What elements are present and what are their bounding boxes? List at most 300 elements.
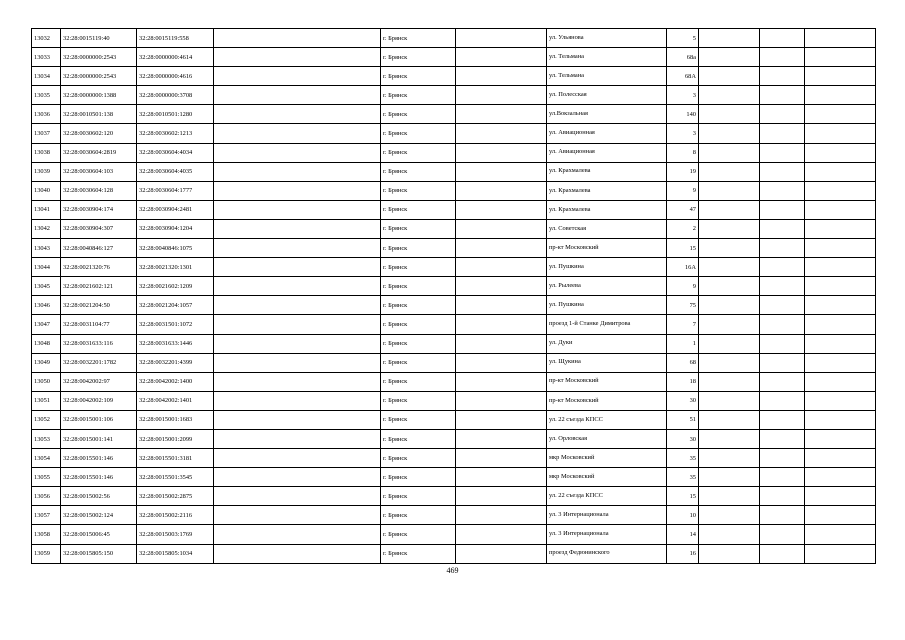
cell-city: г. Брянск [381, 86, 456, 105]
cell-empty [805, 334, 876, 353]
cell-city: г. Брянск [381, 29, 456, 48]
cell-empty [214, 105, 381, 124]
table-row [32, 525, 876, 544]
cell-empty [699, 429, 760, 448]
cell-city: г. Брянск [381, 258, 456, 277]
cell-city: г. Брянск [381, 143, 456, 162]
cell-empty [214, 29, 381, 48]
cell-object-cadastral-number: 32:28:0015805:1034 [137, 544, 214, 563]
cell-empty [760, 181, 805, 200]
cell-house-number: 2 [667, 219, 699, 238]
cell-cadastral-number: 32:28:0015119:40 [61, 29, 137, 48]
cell-house-number: 18 [667, 372, 699, 391]
cell-empty [805, 544, 876, 563]
cell-street: ул. Орловская [547, 429, 667, 448]
cell-city: г. Брянск [381, 506, 456, 525]
cell-street: ул.Вокзальная [547, 105, 667, 124]
cell-street: ул. Щукина [547, 353, 667, 372]
cell-empty [805, 162, 876, 181]
cell-cadastral-number: 32:28:0000000:2543 [61, 67, 137, 86]
cell-cadastral-number: 32:28:0031104:77 [61, 315, 137, 334]
cell-street: ул. Крахмалева [547, 181, 667, 200]
cell-object-cadastral-number: 32:28:0042002:1401 [137, 391, 214, 410]
cell-street: пр-кт Московский [547, 372, 667, 391]
cell-empty [456, 258, 547, 277]
cell-city: г. Брянск [381, 353, 456, 372]
table-row [32, 105, 876, 124]
cell-empty [214, 449, 381, 468]
cell-house-number: 9 [667, 181, 699, 200]
cell-object-cadastral-number: 32:28:0021320:1301 [137, 258, 214, 277]
cell-object-cadastral-number: 32:28:0000000:3708 [137, 86, 214, 105]
cell-empty [699, 258, 760, 277]
cell-object-cadastral-number: 32:28:0015002:2875 [137, 487, 214, 506]
table-row [32, 258, 876, 277]
cell-record-number: 13049 [32, 353, 61, 372]
cell-city: г. Брянск [381, 334, 456, 353]
cell-city: г. Брянск [381, 296, 456, 315]
cell-record-number: 13042 [32, 219, 61, 238]
cell-empty [456, 315, 547, 334]
table-row [32, 353, 876, 372]
cell-cadastral-number: 32:28:0015002:56 [61, 487, 137, 506]
cell-cadastral-number: 32:28:0030604:128 [61, 181, 137, 200]
cell-object-cadastral-number: 32:28:0030604:1777 [137, 181, 214, 200]
cell-object-cadastral-number: 32:28:0015001:1683 [137, 410, 214, 429]
table-row [32, 429, 876, 448]
cell-empty [805, 391, 876, 410]
cell-empty [760, 29, 805, 48]
cell-object-cadastral-number: 32:28:0021204:1057 [137, 296, 214, 315]
cell-street: ул. Крахмалева [547, 200, 667, 219]
cell-empty [805, 181, 876, 200]
cell-city: г. Брянск [381, 391, 456, 410]
cell-record-number: 13039 [32, 162, 61, 181]
cell-record-number: 13041 [32, 200, 61, 219]
cell-empty [456, 105, 547, 124]
cell-street: ул. 3 Интернационала [547, 525, 667, 544]
cell-empty [456, 296, 547, 315]
cell-record-number: 13047 [32, 315, 61, 334]
cell-empty [760, 487, 805, 506]
cell-empty [760, 429, 805, 448]
cell-city: г. Брянск [381, 162, 456, 181]
cell-empty [760, 544, 805, 563]
cell-street: ул. Ульянова [547, 29, 667, 48]
cell-empty [760, 258, 805, 277]
cell-record-number: 13048 [32, 334, 61, 353]
cell-object-cadastral-number: 32:28:0015501:3545 [137, 468, 214, 487]
cell-object-cadastral-number: 32:28:0015003:1769 [137, 525, 214, 544]
registry-table [31, 28, 876, 564]
page-number: 469 [446, 566, 459, 575]
cell-empty [760, 353, 805, 372]
cell-record-number: 13058 [32, 525, 61, 544]
cell-record-number: 13044 [32, 258, 61, 277]
cell-cadastral-number: 32:28:0030904:174 [61, 200, 137, 219]
cell-cadastral-number: 32:28:0042002:97 [61, 372, 137, 391]
cell-street: ул. Рылеева [547, 277, 667, 296]
cell-empty [805, 296, 876, 315]
cell-house-number: 7 [667, 315, 699, 334]
cell-empty [699, 468, 760, 487]
cell-street: ул. Советская [547, 219, 667, 238]
cell-cadastral-number: 32:28:0021204:50 [61, 296, 137, 315]
cell-object-cadastral-number: 32:28:0030602:1213 [137, 124, 214, 143]
cell-empty [214, 296, 381, 315]
cell-object-cadastral-number: 32:28:0042002:1400 [137, 372, 214, 391]
cell-empty [805, 277, 876, 296]
cell-street: проезд Федюнинского [547, 544, 667, 563]
cell-house-number: 15 [667, 487, 699, 506]
cell-empty [214, 48, 381, 67]
table-row [32, 143, 876, 162]
cell-empty [456, 372, 547, 391]
cell-empty [699, 277, 760, 296]
cell-house-number: 68А [667, 67, 699, 86]
cell-cadastral-number: 32:28:0032201:1782 [61, 353, 137, 372]
cell-street: ул. 3 Интернационала [547, 506, 667, 525]
cell-empty [805, 429, 876, 448]
cell-cadastral-number: 32:28:0021602:121 [61, 277, 137, 296]
cell-empty [214, 143, 381, 162]
cell-city: г. Брянск [381, 487, 456, 506]
cell-city: г. Брянск [381, 48, 456, 67]
cell-object-cadastral-number: 32:28:0000000:4614 [137, 48, 214, 67]
cell-empty [699, 353, 760, 372]
table-body [32, 29, 876, 564]
cell-house-number: 3 [667, 124, 699, 143]
cell-empty [456, 219, 547, 238]
cell-object-cadastral-number: 32:28:0031633:1446 [137, 334, 214, 353]
cell-empty [214, 525, 381, 544]
cell-empty [805, 86, 876, 105]
cell-empty [805, 143, 876, 162]
cell-city: г. Брянск [381, 239, 456, 258]
cell-empty [456, 334, 547, 353]
cell-house-number: 47 [667, 200, 699, 219]
cell-record-number: 13051 [32, 391, 61, 410]
table-row [32, 239, 876, 258]
cell-empty [760, 296, 805, 315]
cell-empty [699, 67, 760, 86]
cell-empty [214, 162, 381, 181]
cell-record-number: 13050 [32, 372, 61, 391]
cell-street: мкр Московский [547, 468, 667, 487]
cell-empty [805, 525, 876, 544]
cell-empty [214, 124, 381, 143]
table-row [32, 372, 876, 391]
cell-city: г. Брянск [381, 372, 456, 391]
cell-empty [699, 200, 760, 219]
cell-house-number: 10 [667, 506, 699, 525]
cell-record-number: 13053 [32, 429, 61, 448]
table-row [32, 86, 876, 105]
cell-empty [805, 239, 876, 258]
cell-record-number: 13054 [32, 449, 61, 468]
cell-empty [214, 468, 381, 487]
cell-street: ул. 22 съезда КПСС [547, 487, 667, 506]
cell-street: ул. Тельмана [547, 67, 667, 86]
cell-cadastral-number: 32:28:0010501:138 [61, 105, 137, 124]
cell-empty [456, 410, 547, 429]
cell-empty [214, 86, 381, 105]
cell-empty [699, 544, 760, 563]
cell-house-number: 35 [667, 468, 699, 487]
cell-empty [760, 277, 805, 296]
cell-record-number: 13052 [32, 410, 61, 429]
cell-empty [760, 200, 805, 219]
cell-object-cadastral-number: 32:28:0015119:558 [137, 29, 214, 48]
cell-empty [760, 86, 805, 105]
cell-city: г. Брянск [381, 468, 456, 487]
cell-house-number: 8 [667, 143, 699, 162]
cell-house-number: 68а [667, 48, 699, 67]
cell-empty [805, 315, 876, 334]
cell-house-number: 68 [667, 353, 699, 372]
cell-empty [760, 410, 805, 429]
table-row [32, 219, 876, 238]
cell-object-cadastral-number: 32:28:0030604:4035 [137, 162, 214, 181]
cell-record-number: 13035 [32, 86, 61, 105]
cell-empty [456, 468, 547, 487]
cell-empty [760, 239, 805, 258]
cell-empty [456, 525, 547, 544]
cell-empty [805, 219, 876, 238]
cell-empty [699, 449, 760, 468]
table-row [32, 277, 876, 296]
cell-empty [805, 105, 876, 124]
cell-empty [456, 353, 547, 372]
cell-street: ул. Пушкина [547, 296, 667, 315]
cell-empty [456, 277, 547, 296]
cell-empty [760, 219, 805, 238]
cell-street: пр-кт Московский [547, 239, 667, 258]
cell-city: г. Брянск [381, 200, 456, 219]
cell-empty [760, 143, 805, 162]
cell-empty [699, 410, 760, 429]
cell-empty [805, 67, 876, 86]
cell-record-number: 13033 [32, 48, 61, 67]
cell-empty [456, 162, 547, 181]
cell-street: ул. Полесская [547, 86, 667, 105]
cell-empty [214, 315, 381, 334]
cell-house-number: 9 [667, 277, 699, 296]
cell-empty [760, 506, 805, 525]
cell-empty [214, 506, 381, 525]
cell-record-number: 13046 [32, 296, 61, 315]
cell-empty [456, 48, 547, 67]
cell-empty [456, 124, 547, 143]
cell-cadastral-number: 32:28:0042002:109 [61, 391, 137, 410]
cell-street: ул. Крахмалева [547, 162, 667, 181]
table-row [32, 296, 876, 315]
cell-empty [760, 162, 805, 181]
cell-city: г. Брянск [381, 315, 456, 334]
cell-object-cadastral-number: 32:28:0030904:1204 [137, 219, 214, 238]
cell-empty [214, 219, 381, 238]
cell-street: мкр Московский [547, 449, 667, 468]
cell-city: г. Брянск [381, 124, 456, 143]
cell-empty [805, 29, 876, 48]
cell-empty [805, 124, 876, 143]
cell-house-number: 14 [667, 525, 699, 544]
cell-empty [760, 525, 805, 544]
cell-empty [456, 239, 547, 258]
cell-street: ул. Авиационная [547, 143, 667, 162]
cell-empty [699, 334, 760, 353]
cell-empty [699, 105, 760, 124]
cell-street: ул. Дуки [547, 334, 667, 353]
cell-cadastral-number: 32:28:0030604:2819 [61, 143, 137, 162]
cell-object-cadastral-number: 32:28:0000000:4616 [137, 67, 214, 86]
cell-empty [699, 372, 760, 391]
table-row [32, 181, 876, 200]
cell-empty [456, 181, 547, 200]
cell-house-number: 1 [667, 334, 699, 353]
cell-empty [760, 315, 805, 334]
cell-empty [699, 48, 760, 67]
cell-record-number: 13059 [32, 544, 61, 563]
cell-empty [699, 296, 760, 315]
cell-street: проезд 1-й Станке Димитрова [547, 315, 667, 334]
cell-empty [456, 86, 547, 105]
cell-record-number: 13040 [32, 181, 61, 200]
cell-empty [805, 48, 876, 67]
cell-empty [456, 487, 547, 506]
cell-empty [699, 391, 760, 410]
cell-record-number: 13034 [32, 67, 61, 86]
cell-cadastral-number: 32:28:0030604:103 [61, 162, 137, 181]
cell-empty [760, 105, 805, 124]
cell-empty [805, 258, 876, 277]
table-row [32, 334, 876, 353]
table-row [32, 48, 876, 67]
cell-city: г. Брянск [381, 277, 456, 296]
cell-empty [699, 219, 760, 238]
cell-city: г. Брянск [381, 219, 456, 238]
cell-record-number: 13038 [32, 143, 61, 162]
cell-empty [214, 429, 381, 448]
cell-empty [699, 239, 760, 258]
cell-empty [699, 162, 760, 181]
cell-city: г. Брянск [381, 105, 456, 124]
cell-empty [456, 544, 547, 563]
cell-city: г. Брянск [381, 67, 456, 86]
cell-city: г. Брянск [381, 410, 456, 429]
cell-cadastral-number: 32:28:0015001:106 [61, 410, 137, 429]
cell-house-number: 30 [667, 429, 699, 448]
cell-empty [699, 124, 760, 143]
cell-object-cadastral-number: 32:28:0030604:4034 [137, 143, 214, 162]
cell-record-number: 13055 [32, 468, 61, 487]
cell-empty [699, 29, 760, 48]
cell-house-number: 16А [667, 258, 699, 277]
table-row [32, 468, 876, 487]
cell-street: ул. Тельмана [547, 48, 667, 67]
cell-empty [214, 372, 381, 391]
cell-street: ул. Пушкина [547, 258, 667, 277]
cell-cadastral-number: 32:28:0015006:45 [61, 525, 137, 544]
cell-house-number: 35 [667, 449, 699, 468]
cell-object-cadastral-number: 32:28:0015001:2099 [137, 429, 214, 448]
cell-record-number: 13036 [32, 105, 61, 124]
cell-cadastral-number: 32:28:0031633:116 [61, 334, 137, 353]
cell-empty [699, 506, 760, 525]
cell-street: пр-кт Московский [547, 391, 667, 410]
cell-house-number: 75 [667, 296, 699, 315]
cell-empty [805, 449, 876, 468]
cell-object-cadastral-number: 32:28:0015501:3181 [137, 449, 214, 468]
cell-empty [760, 391, 805, 410]
cell-empty [214, 239, 381, 258]
cell-empty [214, 544, 381, 563]
cell-house-number: 19 [667, 162, 699, 181]
table-row [32, 67, 876, 86]
cell-empty [456, 143, 547, 162]
cell-empty [214, 67, 381, 86]
cell-cadastral-number: 32:28:0015501:146 [61, 468, 137, 487]
cell-empty [760, 67, 805, 86]
cell-cadastral-number: 32:28:0015001:141 [61, 429, 137, 448]
table-row [32, 449, 876, 468]
cell-cadastral-number: 32:28:0040846:127 [61, 239, 137, 258]
cell-cadastral-number: 32:28:0000000:2543 [61, 48, 137, 67]
cell-house-number: 16 [667, 544, 699, 563]
cell-empty [760, 334, 805, 353]
cell-street: ул. 22 съезда КПСС [547, 410, 667, 429]
cell-city: г. Брянск [381, 429, 456, 448]
cell-record-number: 13045 [32, 277, 61, 296]
cell-empty [214, 334, 381, 353]
cell-empty [760, 124, 805, 143]
cell-empty [456, 200, 547, 219]
cell-empty [214, 200, 381, 219]
cell-house-number: 5 [667, 29, 699, 48]
cell-empty [214, 277, 381, 296]
cell-empty [805, 468, 876, 487]
cell-empty [456, 506, 547, 525]
cell-empty [456, 429, 547, 448]
cell-empty [214, 181, 381, 200]
table-row [32, 544, 876, 563]
cell-cadastral-number: 32:28:0021320:76 [61, 258, 137, 277]
cell-cadastral-number: 32:28:0030904:307 [61, 219, 137, 238]
cell-empty [214, 258, 381, 277]
cell-empty [760, 468, 805, 487]
cell-record-number: 13032 [32, 29, 61, 48]
cell-empty [456, 67, 547, 86]
cell-object-cadastral-number: 32:28:0040846:1075 [137, 239, 214, 258]
cell-empty [760, 48, 805, 67]
table-row [32, 391, 876, 410]
cell-empty [760, 372, 805, 391]
cell-house-number: 15 [667, 239, 699, 258]
cell-object-cadastral-number: 32:28:0031501:1072 [137, 315, 214, 334]
cell-object-cadastral-number: 32:28:0021602:1209 [137, 277, 214, 296]
cell-city: г. Брянск [381, 449, 456, 468]
cell-empty [456, 449, 547, 468]
cell-empty [699, 86, 760, 105]
cell-city: г. Брянск [381, 544, 456, 563]
cell-empty [699, 143, 760, 162]
cell-cadastral-number: 32:28:0000000:1388 [61, 86, 137, 105]
cell-empty [699, 487, 760, 506]
cell-house-number: 3 [667, 86, 699, 105]
cell-empty [805, 200, 876, 219]
table-row [32, 124, 876, 143]
cell-empty [805, 487, 876, 506]
